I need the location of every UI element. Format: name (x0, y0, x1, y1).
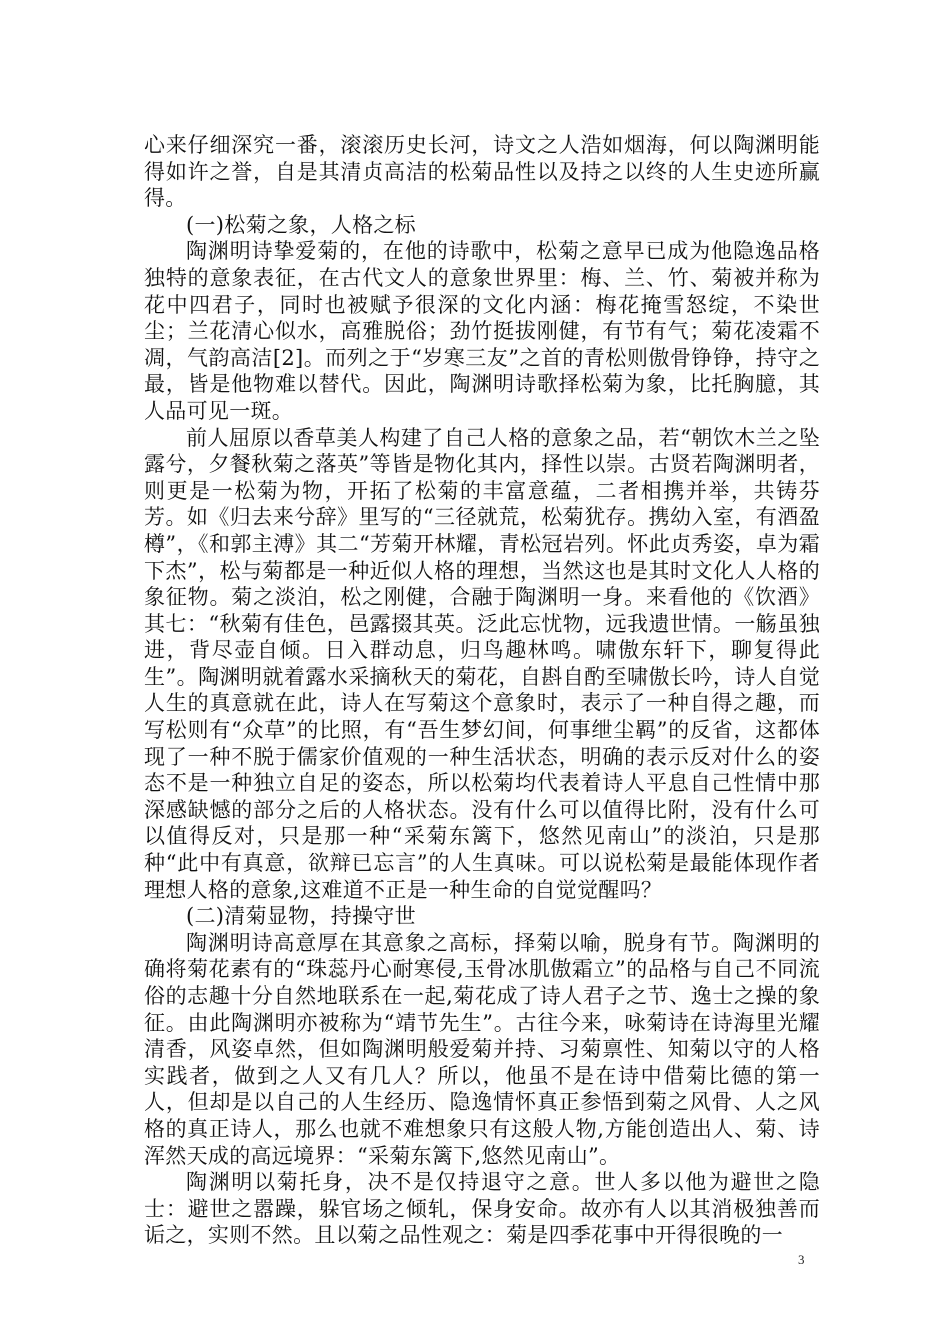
paragraph-body: 陶渊明诗高意厚在其意象之高标，择菊以喻，脱身有节。陶渊明的确将菊花素有的“珠蕊丹心耐寒侵,玉骨冰肌傲霜立”的品格与自己不同流俗的志趣十分自然地联系在一起,菊花成了诗人君子之节、逸士之操的象征。由此陶渊明亦被称为“靖节先生”。古往今来，咏菊诗在诗海里光耀清香，风姿卓然，但如陶渊明般爱菊并持、习菊禀性、知菊以守的人格实践者，做到之人又有几人？所以，他虽不是在诗中借菊比德的第一人，但却是以自己的人生经历、隐逸情怀真正参悟到菊之风骨、人之风格的真正诗人，那么也就不难想象只有这般人物,方能创造出人、菊、诗浑然天成的高远境界：“采菊东篱下,悠然见南山”。 (144, 930, 820, 1168)
paragraph-body: 陶渊明以菊托身，决不是仅持退守之意。世人多以他为避世之隐士：避世之嚣躁，躲官场之倾轧，保身安命。故亦有人以其消极独善而诟之，实则不然。且以菊之品性观之：菊是四季花事中开得很晚的一 (144, 1170, 820, 1248)
section-heading-2: (二)清菊显物，持操守世 (186, 904, 416, 929)
section-heading-1: (一)松菊之象，人格之标 (186, 212, 416, 237)
page-number: 3 (798, 1252, 805, 1267)
paragraph-body: 前人屈原以香草美人构建了自己人格的意象之品，若“朝饮木兰之坠露兮，夕餐秋菊之落英”等皆是物化其内，择性以崇。古贤若陶渊明者，则更是一松菊为物，开拓了松菊的丰富意蕴，二者相携并举，共铸芬芳。如《归去来兮辞》里写的“三径就荒，松菊犹存。携幼入室，有酒盈樽”，《和郭主溥》其二“芳菊开林耀，青松冠岩列。怀此贞秀姿，卓为霜下杰”，松与菊都是一种近似人格的理想，当然这也是其时文化人人格的象征物。菊之淡泊，松之刚健，合融于陶渊明一身。来看他的《饮酒》其七：“秋菊有佳色，邑露掇其英。泛此忘忧物，远我遗世情。一觞虽独进，背尽壶自倾。日入群动息，归鸟趣林鸣。啸傲东轩下，聊复得此生”。陶渊明就着露水采摘秋天的菊花，自斟自酌至啸傲长吟，诗人自觉人生的真意就在此，诗人在写菊这个意象时，表示了一种自得之趣，而写松则有“众草”的比照，有“吾生梦幻间，何事绁尘羁”的反省，这都体现了一种不脱于儒家价值观的一种生活状态，明确的表示反对什么的姿态不是一种独立自足的姿态，所以松菊均代表着诗人平息自己性情中那深感缺憾的部分之后的人格状态。没有什么可以值得比附，没有什么可以值得反对，只是那一种“采菊东篱下，悠然见南山”的淡泊，只是那种“此中有真意，欲辩已忘言”的人生真味。可以说松菊是最能体现作者理想人格的意象,这难道不正是一种生命的自觉觉醒吗？ (144, 425, 820, 902)
paragraph-intro: 心来仔细深究一番，滚滚历史长河，诗文之人浩如烟海，何以陶渊明能得如许之誉，自是其清贞高洁的松菊品性以及持之以终的人生史迹所赢得。 (144, 133, 820, 211)
paragraph-body: 陶渊明诗挚爱菊的，在他的诗歌中，松菊之意早已成为他隐逸品格独特的意象表征，在古代文人的意象世界里：梅、兰、竹、菊被并称为花中四君子，同时也被赋予很深的文化内涵：梅花掩雪怒绽，不染世尘；兰花清心似水，高雅脱俗；劲竹挺拔刚健，有节有气；菊花凌霜不凋，气韵高洁[2]。而列之于“岁寒三友”之首的青松则傲骨铮铮，持守之最，皆是他物难以替代。因此，陶渊明诗歌择松菊为象，比托胸臆，其人品可见一斑。 (144, 239, 820, 423)
document-body (144, 132, 820, 1249)
